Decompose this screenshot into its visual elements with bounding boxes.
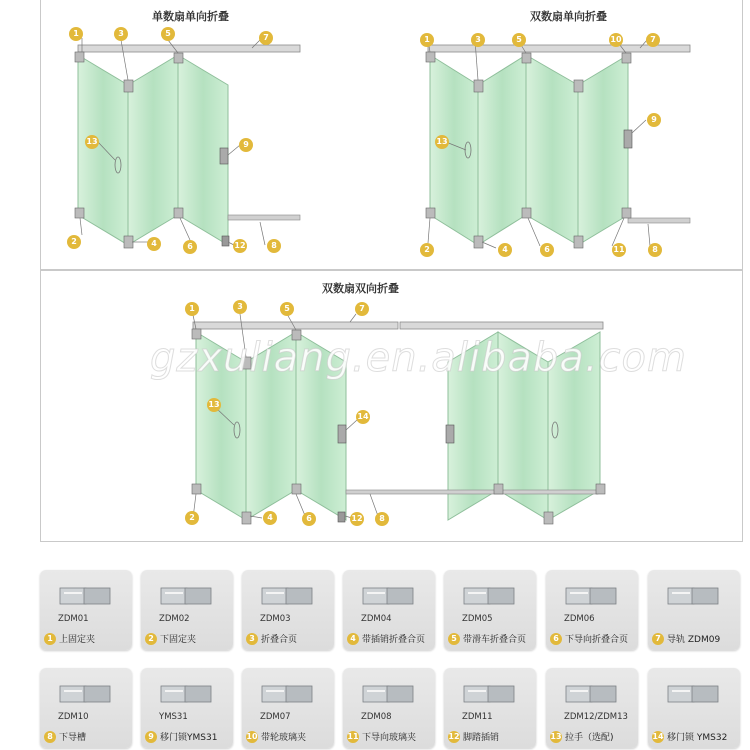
part-number-badge: 10	[246, 731, 258, 741]
part-card-3	[242, 570, 334, 650]
part-photo	[560, 580, 624, 612]
part-code: ZDM05	[462, 614, 493, 624]
callout-tl-1: 1	[69, 27, 83, 41]
callout-tr-7: 7	[646, 33, 660, 47]
watermark: gzxuliang.en.alibaba.com	[150, 335, 687, 381]
callout-tr-11: 11	[612, 243, 626, 257]
part-number-badge: 11	[347, 731, 359, 741]
part-card-11	[343, 668, 435, 748]
part-label: 拉手（选配)	[565, 733, 614, 743]
part-label: 带插销折叠合页	[362, 635, 426, 645]
callout-tl-2: 2	[67, 235, 81, 249]
top-right-title: 双数扇单向折叠	[530, 10, 607, 23]
part-caption	[246, 730, 306, 743]
callout-tl-5: 5	[161, 27, 175, 41]
part-card-5	[444, 570, 536, 650]
part-label: 移门锁YMS31	[160, 733, 218, 743]
top-left-title: 单数扇单向折叠	[152, 10, 229, 23]
part-code: ZDM12/ZDM13	[564, 712, 628, 722]
callout-tl-12: 12	[233, 239, 247, 253]
part-caption	[652, 632, 720, 645]
callout-tr-2: 2	[420, 243, 434, 257]
callout-bt-1: 1	[185, 302, 199, 316]
part-number-badge: 1	[44, 633, 56, 645]
part-card-14	[648, 668, 740, 748]
part-code: ZDM01	[58, 614, 89, 624]
part-number-badge: 12	[448, 731, 460, 741]
part-caption	[448, 730, 499, 743]
callout-tr-13: 13	[435, 135, 449, 149]
part-photo	[155, 678, 219, 710]
callout-tr-8: 8	[648, 243, 662, 257]
part-number-badge: 9	[145, 731, 157, 743]
part-card-6	[546, 570, 638, 650]
part-caption	[550, 730, 614, 743]
callout-tr-9: 9	[647, 113, 661, 127]
callout-bt-14: 14	[356, 410, 370, 424]
callout-tr-5: 5	[512, 33, 526, 47]
diagram-double-leaf	[426, 45, 690, 248]
part-code: ZDM04	[361, 614, 392, 624]
part-label: 移门锁 YMS32	[667, 733, 728, 743]
callout-tl-4: 4	[147, 237, 161, 251]
part-photo	[357, 678, 421, 710]
callout-tr-1: 1	[420, 33, 434, 47]
part-card-13	[546, 668, 638, 748]
part-caption	[550, 632, 628, 645]
part-code: ZDM07	[260, 712, 291, 722]
part-label: 折叠合页	[261, 635, 298, 645]
part-card-8	[40, 668, 132, 748]
part-photo	[256, 678, 320, 710]
part-label: 脚踏插销	[463, 733, 500, 743]
callout-bt-12: 12	[350, 512, 364, 526]
part-card-10	[242, 668, 334, 748]
part-number-badge: 4	[347, 633, 359, 645]
part-card-2	[141, 570, 233, 650]
part-number-badge: 2	[145, 633, 157, 645]
part-number-badge: 13	[550, 731, 562, 741]
part-label: 下导向折叠合页	[565, 635, 629, 645]
part-card-1	[40, 570, 132, 650]
part-photo	[54, 580, 118, 612]
callout-bt-5: 5	[280, 302, 294, 316]
part-photo	[155, 580, 219, 612]
part-photo	[662, 678, 726, 710]
part-number-badge: 8	[44, 731, 56, 743]
callout-bt-7: 7	[355, 302, 369, 316]
callout-tl-9: 9	[239, 138, 253, 152]
part-number-badge: 5	[448, 633, 460, 645]
part-caption	[44, 730, 86, 743]
callout-bt-8: 8	[375, 512, 389, 526]
callout-tr-4: 4	[498, 243, 512, 257]
part-number-badge: 3	[246, 633, 258, 645]
part-photo	[357, 580, 421, 612]
part-label: 带滑车折叠合页	[463, 635, 527, 645]
part-card-12	[444, 668, 536, 748]
part-code: ZDM06	[564, 614, 595, 624]
part-card-4	[343, 570, 435, 650]
part-number-badge: 7	[652, 633, 664, 645]
part-label: 下导槽	[59, 733, 87, 743]
part-caption	[145, 730, 217, 743]
callout-tl-8: 8	[267, 239, 281, 253]
callout-tr-10: 10	[609, 33, 623, 47]
part-caption	[652, 730, 727, 743]
part-photo	[458, 580, 522, 612]
part-number-badge: 6	[550, 633, 562, 645]
callout-tr-6: 6	[540, 243, 554, 257]
part-label: 下导向玻璃夹	[362, 733, 417, 743]
bottom-title: 双数扇双向折叠	[322, 282, 399, 295]
part-code: ZDM08	[361, 712, 392, 722]
callout-bt-4: 4	[263, 511, 277, 525]
part-photo	[256, 580, 320, 612]
diagram-double-leaf-bidirectional	[192, 322, 605, 524]
part-caption	[246, 632, 297, 645]
part-caption	[347, 730, 416, 743]
part-code: ZDM11	[462, 712, 493, 722]
callout-tl-7: 7	[259, 31, 273, 45]
part-card-7	[648, 570, 740, 650]
part-label: 导轨 ZDM09	[667, 635, 721, 645]
part-card-9	[141, 668, 233, 748]
callout-bt-6: 6	[302, 512, 316, 526]
callout-tr-3: 3	[471, 33, 485, 47]
callout-tl-6: 6	[183, 240, 197, 254]
part-caption	[347, 632, 425, 645]
part-photo	[662, 580, 726, 612]
part-caption	[145, 632, 196, 645]
part-code: ZDM02	[159, 614, 190, 624]
part-code: ZDM10	[58, 712, 89, 722]
callout-tl-13: 13	[85, 135, 99, 149]
part-code: YMS31	[159, 712, 188, 722]
diagram-single-leaf	[75, 45, 300, 248]
part-code: ZDM03	[260, 614, 291, 624]
part-caption	[448, 632, 526, 645]
callout-bt-13: 13	[207, 398, 221, 412]
part-label: 带轮玻璃夹	[261, 733, 307, 743]
part-number-badge: 14	[652, 731, 664, 741]
callout-bt-3: 3	[233, 300, 247, 314]
part-label: 上固定夹	[59, 635, 96, 645]
part-photo	[560, 678, 624, 710]
part-photo	[458, 678, 522, 710]
part-photo	[54, 678, 118, 710]
part-label: 下固定夹	[160, 635, 197, 645]
part-caption	[44, 632, 95, 645]
callout-bt-2: 2	[185, 511, 199, 525]
callout-tl-3: 3	[114, 27, 128, 41]
